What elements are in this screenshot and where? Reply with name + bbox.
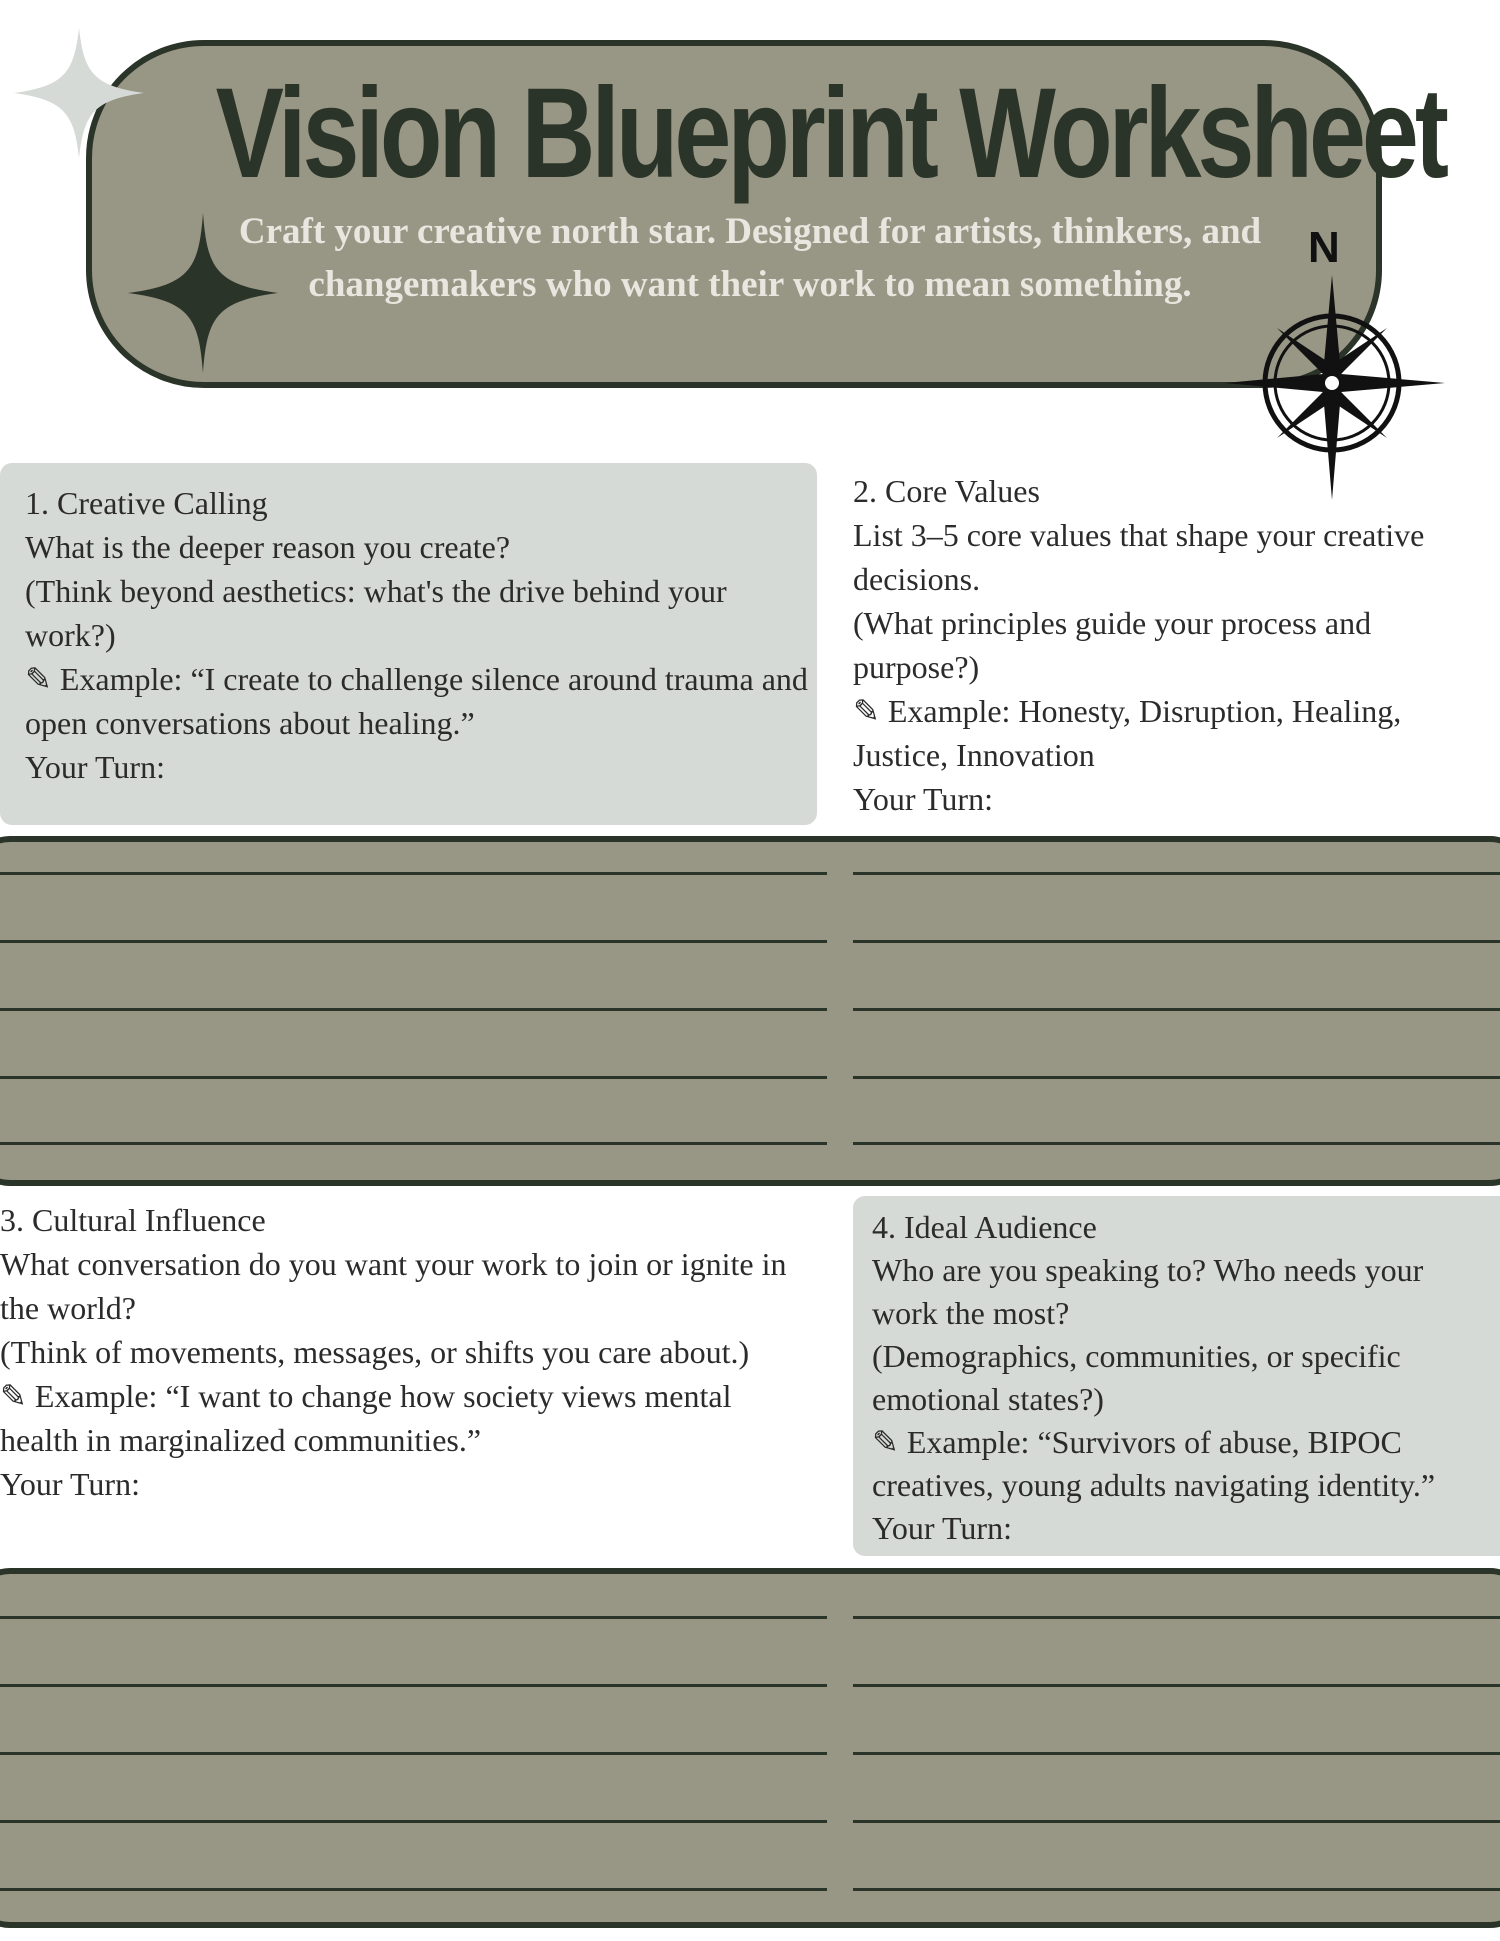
section-heading: 4. Ideal Audience — [872, 1209, 1097, 1245]
section-question: List 3–5 core values that shape your creative decisions. — [853, 517, 1425, 597]
writing-line — [853, 1888, 1500, 1891]
section-example: ✎ Example: “I want to change how society views mental health in marginalized communities.” — [0, 1378, 732, 1458]
writing-line — [853, 1616, 1500, 1619]
section-creative-calling — [25, 481, 815, 789]
page-title: Vision Blueprint Worksheet — [215, 62, 1445, 205]
compass-icon — [1215, 225, 1445, 500]
writing-line — [0, 1752, 827, 1755]
writing-line — [853, 1752, 1500, 1755]
section-question: Who are you speaking to? Who needs your work the most? — [872, 1252, 1424, 1331]
section-ideal-audience — [872, 1206, 1472, 1550]
your-turn-label: Your Turn: — [853, 781, 993, 817]
section-core-values — [853, 469, 1473, 821]
section-question: What conversation do you want your work to join or ignite in the world? — [0, 1246, 787, 1326]
section-hint: (Think beyond aesthetics: what's the drive behind your work?) — [25, 573, 727, 653]
your-turn-label: Your Turn: — [25, 749, 165, 785]
sparkle-light-icon — [14, 28, 144, 158]
your-turn-label: Your Turn: — [872, 1510, 1012, 1546]
writing-line — [0, 1076, 827, 1079]
writing-line — [0, 940, 827, 943]
writing-area-2[interactable] — [0, 1568, 1500, 1928]
writing-area-1[interactable] — [0, 836, 1500, 1186]
writing-line — [853, 1076, 1500, 1079]
section-heading: 2. Core Values — [853, 473, 1040, 509]
writing-line — [0, 1684, 827, 1687]
writing-line — [0, 872, 827, 875]
section-heading: 1. Creative Calling — [25, 485, 268, 521]
writing-line — [853, 1820, 1500, 1823]
writing-line — [853, 1684, 1500, 1687]
writing-line — [0, 1888, 827, 1891]
section-hint: (Think of movements, messages, or shifts you care about.) — [0, 1334, 750, 1370]
writing-line — [853, 1008, 1500, 1011]
page-subtitle: Craft your creative north star. Designed for artists, thinkers, and changemakers who want their work to mean something. — [238, 211, 1262, 305]
writing-line — [853, 872, 1500, 875]
section-hint: (Demographics, communities, or specific emotional states?) — [872, 1338, 1401, 1417]
section-example: ✎ Example: “I create to challenge silence around trauma and open conversations about healing.” — [25, 661, 808, 741]
writing-line — [0, 1616, 827, 1619]
writing-line — [853, 1142, 1500, 1145]
compass-north-label: N — [1308, 223, 1340, 272]
writing-line — [0, 1142, 827, 1145]
section-hint: (What principles guide your process and purpose?) — [853, 605, 1372, 685]
writing-line — [853, 940, 1500, 943]
section-example: ✎ Example: Honesty, Disruption, Healing, Justice, Innovation — [853, 693, 1402, 773]
your-turn-label: Your Turn: — [0, 1466, 140, 1502]
section-cultural-influence — [0, 1198, 815, 1506]
writing-line — [0, 1820, 827, 1823]
section-heading: 3. Cultural Influence — [0, 1202, 266, 1238]
section-question: What is the deeper reason you create? — [25, 529, 511, 565]
writing-line — [0, 1008, 827, 1011]
section-example: ✎ Example: “Survivors of abuse, BIPOC creatives, young adults navigating identity.” — [872, 1424, 1436, 1503]
